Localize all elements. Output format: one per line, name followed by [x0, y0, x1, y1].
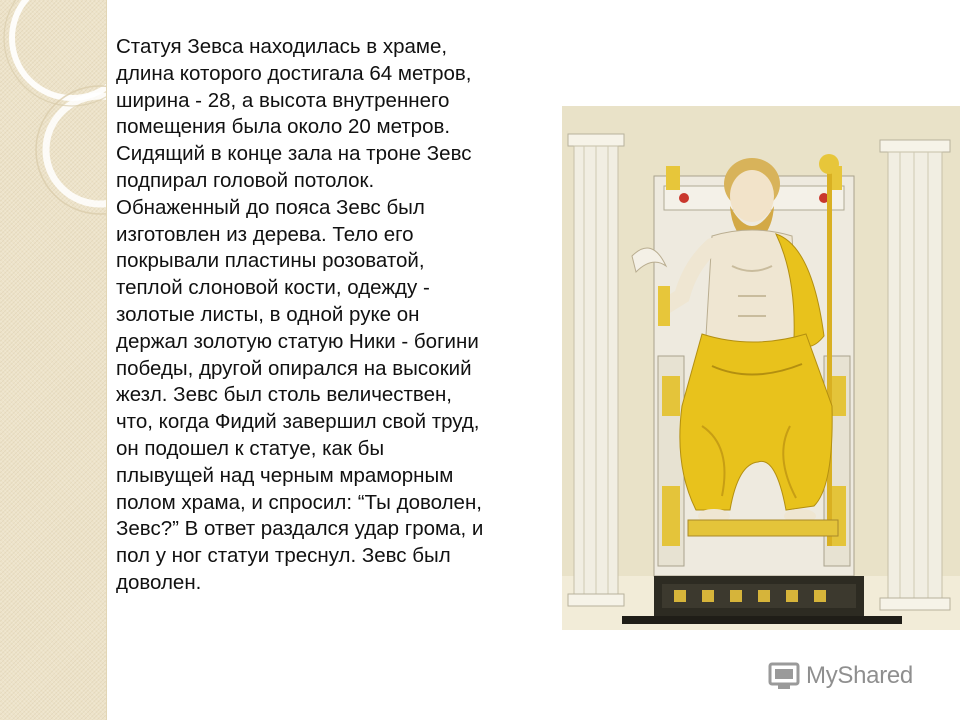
myshared-watermark [766, 656, 936, 696]
left-decorative-band [0, 0, 107, 720]
decorative-circles-icon [0, 0, 106, 260]
myshared-logo-icon [766, 658, 802, 694]
zeus-statue-icon [562, 106, 960, 630]
zeus-statue-image [562, 106, 960, 630]
slide-body-text: Статуя Зевса находилась в храме, длина которого достигала 64 метров, ширина - 28, а высота внутреннего помещения была около 20 метров. Сидящий в конце зала на троне Зевс подпирал головой потолок. Обнаженный до пояса Зевс был изготовлен из дерева. Тело его покрывали пластины розоватой, теплой слоновой кости, одежду - золотые листы, в одной руке он держал золотую статую Ники - богини победы, другой опирался на высокий жезл. Зевс был столь величествен, что, когда Фидий завершил свой труд, он подошел к статуе, как бы плывущей над черным мраморным полом храма, и спросил: “Ты доволен, Зевс?” В ответ раздался удар грома, и пол у ног статуи треснул. Зевс был доволен. [116, 35, 484, 594]
watermark-text: MyShared [806, 662, 913, 689]
